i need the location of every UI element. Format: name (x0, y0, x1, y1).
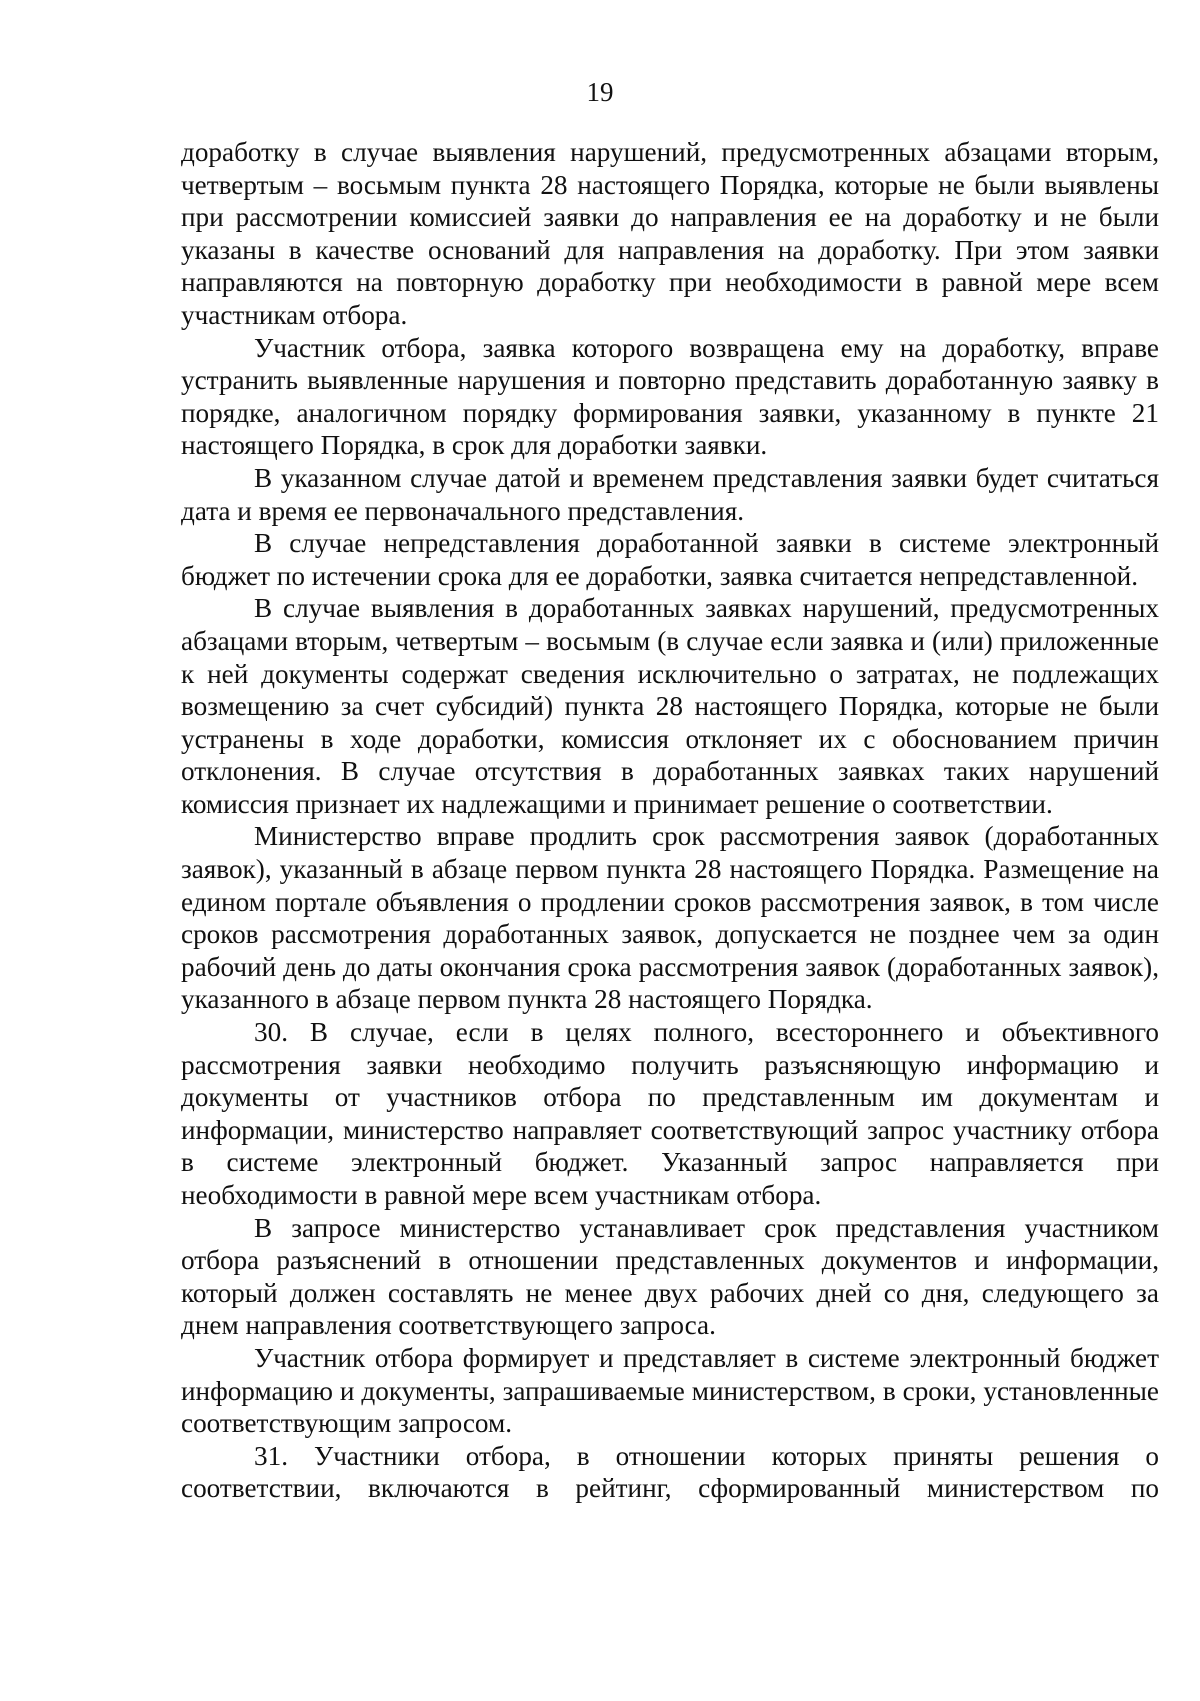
paragraph: В случае непредставления доработанной заявки в системе электронный бюджет по истечении срока для ее доработки, заявка считается непредставленной. (181, 528, 1159, 591)
paragraph: В случае выявления в доработанных заявках нарушений, предусмотренных абзацами вторым, четвертым – восьмым (в случае если заявка и (или) приложенные к ней документы содержат сведения исключительно о затратах, не подлежащих возмещению за счет субсидий) пункта 28 настоящего Порядка, которые не были устранены в ходе доработки, комиссия отклоняет их с обоснованием причин отклонения. В случае отсутствия в доработанных заявках таких нарушений комиссия признает их надлежащими и принимает решение о соответствии. (181, 593, 1159, 819)
paragraph: доработку в случае выявления нарушений, предусмотренных абзацами вторым, четвертым – восьмым пункта 28 настоящего Порядка, которые не были выявлены при рассмотрении комиссией заявки до направления ее на доработку и не были указаны в качестве оснований для направления на доработку. При этом заявки направляются на повторную доработку при необходимости в равной мере всем участникам отбора. (181, 137, 1159, 330)
paragraph: Участник отбора формирует и представляет в системе электронный бюджет информацию и документы, запрашиваемые министерством, в сроки, установленные соответствующим запросом. (181, 1342, 1159, 1439)
document-body (181, 136, 1159, 1505)
paragraph: 30. В случае, если в целях полного, всестороннего и объективного рассмотрения заявки необходимо получить разъясняющую информацию и документы от участников отбора по представленным им документам и информации, министерство направляет соответствующий запрос участнику отбора в системе электронный бюджет. Указанный запрос направляется при необходимости в равной мере всем участникам отбора. (181, 1017, 1159, 1210)
paragraph: Министерство вправе продлить срок рассмотрения заявок (доработанных заявок), указанный в абзаце первом пункта 28 настоящего Порядка. Размещение на едином портале объявления о продлении сроков рассмотрения заявок, в том числе сроков рассмотрения доработанных заявок, допускается не позднее чем за один рабочий день до даты окончания срока рассмотрения заявок (доработанных заявок), указанного в абзаце первом пункта 28 настоящего Порядка. (181, 821, 1159, 1015)
paragraph: Участник отбора, заявка которого возвращена ему на доработку, вправе устранить выявленные нарушения и повторно представить доработанную заявку в порядке, аналогичном порядку формирования заявки, указанному в пункте 21 настоящего Порядка, в срок для доработки заявки. (181, 332, 1159, 461)
paragraph-last: 31. Участники отбора, в отношении которых приняты решения о соответствии, включаются в рейтинг, сформированный министерством по (181, 1440, 1159, 1504)
paragraph: В указанном случае датой и временем представления заявки будет считаться дата и время ее первоначального представления. (181, 462, 1159, 526)
page-number: 19 (586, 77, 614, 107)
paragraph: В запросе министерство устанавливает срок представления участником отбора разъяснений в отношении представленных документов и информации, который должен составлять не менее двух рабочих дней со дня, следующего за днем направления соответствующего запроса. (181, 1212, 1159, 1341)
